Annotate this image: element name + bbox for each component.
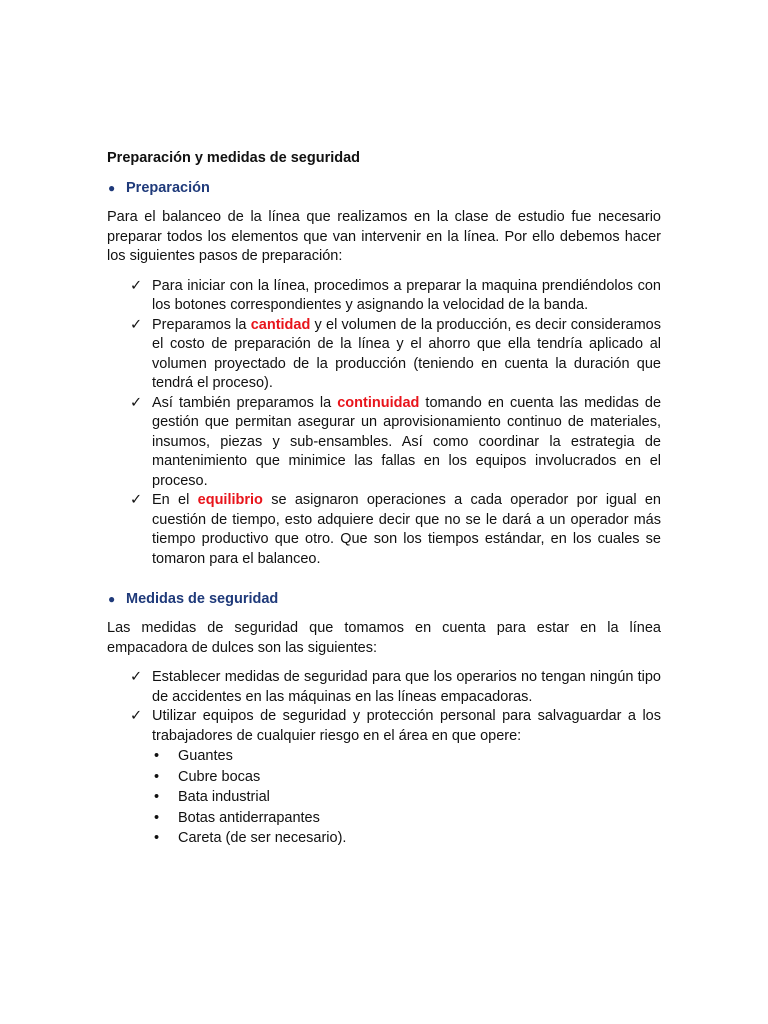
bullet-icon: •: [154, 768, 160, 785]
checklist-item-text: En el equilibrio se asignaron operaciones a cada operador por igual en cuestión de tiempo, esto adquiere decir que no se le dará a un operador más tiempo productivo que otro. Que son los tiempos estándar, en los cuales se tomaron para el balanceo.: [152, 492, 661, 567]
checklist-item: [107, 316, 661, 394]
check-icon: ✓: [130, 316, 143, 333]
list-item: • Cubre bocas: [107, 767, 661, 788]
checklist-item-text: Para iniciar con la línea, procedimos a preparar la maquina prendiéndolos con los botones correspondientes y asignando la velocidad de la banda.: [152, 277, 661, 313]
list-item: • Bata industrial: [107, 787, 661, 808]
section-heading-text: Medidas de seguridad: [126, 591, 279, 607]
highlight-term: cantidad: [250, 316, 311, 333]
list-item: • Botas antiderrapantes: [107, 808, 661, 829]
document-content: [107, 148, 661, 849]
check-icon: ✓: [130, 708, 143, 724]
highlight-term: equilibrio: [197, 492, 263, 508]
bullet-icon: ●: [108, 592, 116, 606]
checklist-item: [107, 277, 661, 316]
ppe-list: [107, 746, 661, 849]
checklist-item: [107, 491, 661, 569]
section-heading-text: Preparación: [126, 180, 210, 196]
check-icon: ✓: [130, 394, 143, 411]
bullet-icon: •: [154, 830, 160, 846]
bullet-icon: •: [154, 748, 160, 764]
checklist-medidas: [107, 668, 661, 746]
checklist-item: [107, 394, 661, 492]
document-title: Preparación y medidas de seguridad: [107, 150, 361, 166]
check-icon: ✓: [130, 669, 143, 685]
checklist-item-text: Utilizar equipos de seguridad y protección personal para salvaguardar a los trabajadores de cualquier riesgo en el área en que opere:: [152, 708, 661, 744]
checklist-item: [107, 707, 661, 746]
checklist-item: [107, 668, 661, 707]
checklist-item-text: Preparamos la cantidad y el volumen de la producción, es decir consideramos el costo de preparación de la línea y el ahorro que ella tendría aplicado al volumen proyectado de la producción (teniendo en cuenta la duración que tendrá el proceso).: [152, 316, 661, 391]
check-icon: ✓: [130, 277, 143, 294]
section-intro-medidas: Las medidas de seguridad que tomamos en cuenta para estar en la línea empacadora de dulces son las siguientes:: [107, 620, 661, 656]
bullet-icon: •: [154, 789, 160, 805]
list-item: • Guantes: [107, 746, 661, 767]
checklist-item-text: Así también preparamos la continuidad tomando en cuenta las medidas de gestión que permitan asegurar un aprovisionamiento continuo de materiales, insumos, piezas y sub-ensambles. Así como coordinar la estrategia de mantenimiento que minimice las fallas en los equipos involucrados en el proceso.: [152, 394, 662, 489]
highlight-term: continuidad: [337, 394, 420, 411]
checklist-item-text: Establecer medidas de seguridad para que los operarios no tengan ningún tipo de accidentes en las máquinas en las líneas empacadoras.: [152, 669, 661, 705]
bullet-icon: ●: [108, 181, 116, 195]
checklist-preparacion: [107, 277, 661, 570]
section-heading-medidas: [107, 589, 661, 609]
list-item: • Careta (de ser necesario).: [107, 828, 661, 849]
bullet-icon: •: [154, 809, 160, 826]
section-intro-preparacion: Para el balanceo de la línea que realizamos en la clase de estudio fue necesario preparar todos los elementos que van intervenir en la línea. Por ello debemos hacer los siguientes pasos de preparación:: [107, 209, 661, 264]
check-icon: ✓: [130, 492, 143, 508]
section-heading-preparacion: [107, 178, 661, 198]
